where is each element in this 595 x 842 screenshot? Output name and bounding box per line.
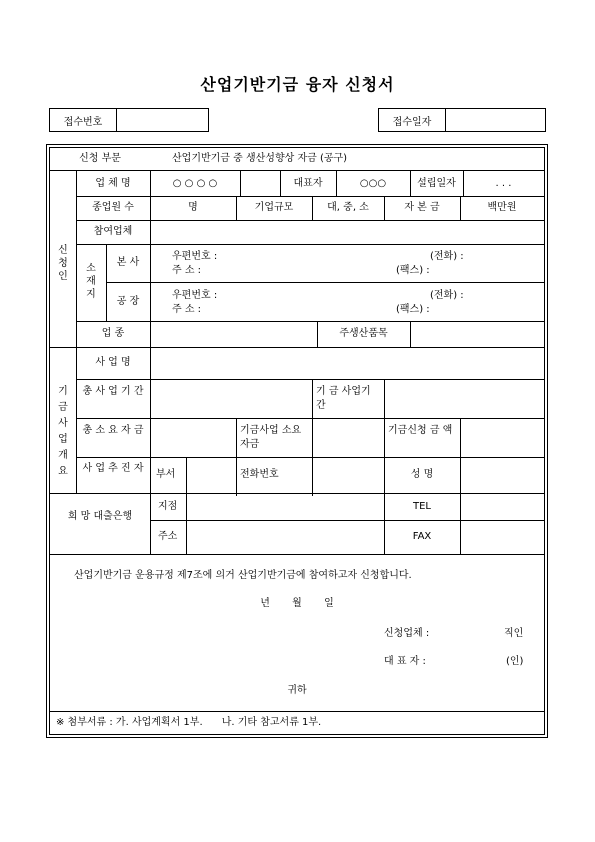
factory-label: 공 장 [116, 296, 140, 307]
capital-value[interactable]: 백만원 [487, 202, 517, 213]
department-label: 부서 [156, 469, 176, 480]
statement-company-label: 신청업체 : [384, 628, 430, 639]
bank-tel-label: TEL [413, 501, 431, 512]
factory-fax-label: (팩스) : [396, 304, 430, 315]
bank-branch-label: 지점 [158, 501, 178, 512]
statement-ceo-label: 대 표 자 : [384, 656, 426, 667]
main-product-label: 주생산품목 [339, 328, 388, 339]
fund-request-label: 기금신청 금 액 [388, 425, 453, 436]
partner-label: 참여업체 [93, 226, 133, 237]
attachments-note: ※ 첨부서류 : 가. 사업계획서 1부. 나. 기타 참고서류 1부. [56, 717, 322, 728]
factory-postal-label: 우편번호 : [172, 290, 218, 301]
scale-value[interactable]: 대, 중, 소 [327, 202, 369, 213]
reception-number-label: 접수번호 [50, 109, 117, 132]
company-label: 업 체 명 [95, 178, 131, 189]
application-form [49, 147, 545, 735]
ceo-label: 대표자 [293, 178, 323, 189]
manager-phone-label: 전화번호 [240, 469, 279, 480]
factory-address-label: 주 소 : [172, 304, 202, 315]
reception-date-field[interactable] [446, 109, 546, 132]
hq-fax-label: (팩스) : [396, 265, 430, 276]
factory-phone-label: (전화) : [430, 290, 464, 301]
ceo-value[interactable]: ○○○ [359, 178, 387, 189]
project-label: 사 업 명 [95, 357, 131, 368]
applicant-group-label: 신청인 [58, 245, 68, 282]
reception-number-field[interactable] [117, 109, 209, 132]
fund-need-label: 기금사업 소요자금 [240, 425, 302, 450]
reception-date-label: 접수일자 [379, 109, 446, 132]
manager-label: 사 업 추 진 자 [82, 463, 144, 474]
total-need-label: 총 소 요 자 금 [82, 425, 144, 436]
established-label: 설립일자 [417, 178, 456, 189]
manager-name-label: 성 명 [410, 469, 434, 480]
industry-label: 업 종 [101, 328, 125, 339]
statement-text: 산업기반기금 운용규정 제7조에 의거 산업기반기금에 참여하고자 신청합니다. [74, 570, 412, 581]
form-title: 산업기반기금 융자 신청서 [200, 75, 395, 94]
ceo-seal-label: (인) [506, 656, 524, 667]
bank-fax-label: FAX [412, 531, 432, 542]
statement-recipient: 귀하 [287, 685, 307, 696]
sector-label: 신청 부문 [79, 153, 121, 164]
hq-address-label: 주 소 : [172, 265, 202, 276]
fund-period-label: 기 금 사업기간 [316, 386, 371, 411]
scale-label: 기업규모 [254, 202, 294, 213]
reception-date-box [378, 108, 546, 132]
capital-label: 자 본 금 [404, 202, 440, 213]
location-group-label: 소재지 [86, 263, 96, 300]
company-value[interactable]: ○ ○ ○ ○ [172, 178, 218, 189]
overview-group-label: 기금사업개요 [58, 386, 68, 477]
statement-date: 년 월 일 [260, 598, 334, 609]
employees-label: 종업원 수 [92, 202, 134, 213]
hq-phone-label: (전화) : [430, 251, 464, 262]
company-seal-label: 직인 [504, 628, 524, 639]
established-value[interactable]: . . . [495, 178, 512, 189]
bank-address-label: 주소 [158, 531, 178, 542]
hq-postal-label: 우편번호 : [172, 251, 218, 262]
employees-value[interactable]: 명 [188, 202, 198, 213]
sector-value[interactable]: 산업기반기금 중 생산성향상 자금 (공구) [172, 153, 348, 164]
total-period-label: 총 사 업 기 간 [82, 386, 144, 397]
reception-number-box [49, 108, 209, 132]
hq-label: 본 사 [116, 257, 140, 268]
bank-group-label: 희 망 대출은행 [67, 511, 133, 522]
